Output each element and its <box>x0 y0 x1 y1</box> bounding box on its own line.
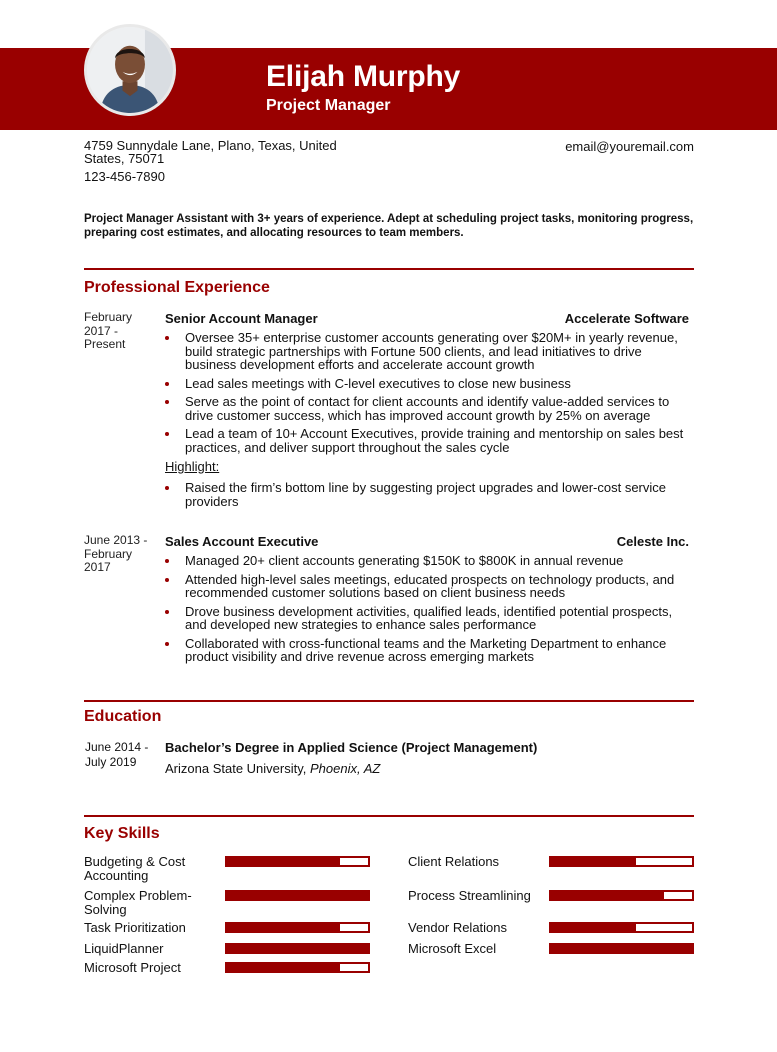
section-title-education: Education <box>84 708 162 725</box>
job-body <box>165 534 689 669</box>
skill-name: Task Prioritization <box>84 920 186 935</box>
professional-summary: Project Manager Assistant with 3+ years of experience. Adept at scheduling project tasks, monitoring progress, preparing cost estimates, and allocating resources to team members. <box>84 213 694 239</box>
job-date: February 2017 - Present <box>84 310 133 351</box>
section-title-skills: Key Skills <box>84 825 160 842</box>
bullet-item: Raised the firm’s bottom line by suggesting project upgrades and lower-cost service providers <box>165 481 689 508</box>
job-body <box>165 311 689 513</box>
education-degree: Bachelor’s Degree in Applied Science (Project Management) <box>165 740 538 755</box>
section-title-experience: Professional Experience <box>84 279 270 296</box>
skill-item <box>84 961 374 991</box>
address: 4759 Sunnydale Lane, Plano, Texas, United States, 75071 <box>84 138 337 166</box>
bullet-item: Lead a team of 10+ Account Executives, provide training and mentorship on sales best practices, and deliver support throughout the sales cycle <box>165 427 689 454</box>
skill-level-bar <box>549 943 694 954</box>
education-date: June 2014 - July 2019 <box>85 740 149 769</box>
bullet-item: Oversee 35+ enterprise customer accounts generating over $20M+ in yearly revenue, build strategic partnerships with Fortune 500 clients, and lead initiatives to drive business development efforts and accelerate account growth <box>165 331 689 372</box>
job-role: Sales Account Executive <box>165 534 319 549</box>
skill-level-fill <box>551 924 636 931</box>
job-entry <box>84 534 694 684</box>
skill-name: Complex Problem-Solving <box>84 888 192 917</box>
email-address[interactable]: email@youremail.com <box>565 139 694 154</box>
skill-level-bar <box>225 943 370 954</box>
candidate-title: Project Manager <box>266 97 391 114</box>
skill-level-fill <box>551 892 664 899</box>
skill-level-fill <box>551 945 692 952</box>
skill-name: Budgeting & Cost Accounting <box>84 854 186 883</box>
job-role: Senior Account Manager <box>165 311 318 326</box>
education-school <box>165 761 380 776</box>
job-bullets <box>165 331 689 454</box>
skill-level-fill <box>227 858 340 865</box>
skill-item <box>84 855 374 885</box>
job-header <box>165 311 689 327</box>
skill-name: Process Streamlining <box>408 888 531 903</box>
skill-level-fill <box>227 964 340 971</box>
skill-level-fill <box>551 858 636 865</box>
skill-level-bar <box>225 890 370 901</box>
job-entry <box>84 311 694 521</box>
skill-name: Client Relations <box>408 854 500 869</box>
bullet-item: Drove business development activities, qualified leads, identified potential prospects, and developed new strategies to enhance sales performance <box>165 605 689 632</box>
candidate-name: Elijah Murphy <box>266 60 461 93</box>
section-divider <box>84 268 694 270</box>
school-location: Phoenix, AZ <box>310 761 381 776</box>
job-date: June 2013 - February 2017 <box>84 533 148 574</box>
bullet-item: Collaborated with cross-functional teams and the Marketing Department to enhance product visibility and drive revenue across emerging markets <box>165 637 689 664</box>
highlight-label: Highlight: <box>165 459 220 474</box>
bullet-item: Attended high-level sales meetings, educated prospects on technology products, and recommended customer solutions based on client business needs <box>165 573 689 600</box>
school-name: Arizona State University, <box>165 761 307 776</box>
skill-level-bar <box>549 890 694 901</box>
skill-level-fill <box>227 945 368 952</box>
job-header <box>165 534 689 550</box>
skill-level-bar <box>549 922 694 933</box>
section-divider <box>84 700 694 702</box>
skill-level-bar <box>225 962 370 973</box>
skill-name: LiquidPlanner <box>84 941 164 956</box>
skill-level-fill <box>227 892 368 899</box>
skill-item <box>408 942 698 972</box>
highlight-bullets <box>165 481 689 508</box>
job-company: Celeste Inc. <box>616 534 689 549</box>
bullet-item: Lead sales meetings with C-level executives to close new business <box>165 377 689 391</box>
section-divider <box>84 815 694 817</box>
skill-name: Microsoft Project <box>84 960 181 975</box>
skill-level-bar <box>225 922 370 933</box>
phone-number: 123-456-7890 <box>84 169 165 184</box>
skill-level-bar <box>225 856 370 867</box>
profile-photo <box>84 24 176 116</box>
job-bullets <box>165 554 689 664</box>
skill-level-bar <box>549 856 694 867</box>
person-avatar-icon <box>87 27 173 113</box>
job-company: Accelerate Software <box>564 311 689 326</box>
skill-item <box>84 889 374 919</box>
skill-name: Vendor Relations <box>408 920 508 935</box>
bullet-item: Managed 20+ client accounts generating $150K to $800K in annual revenue <box>165 554 689 568</box>
skill-level-fill <box>227 924 340 931</box>
skill-name: Microsoft Excel <box>408 941 497 956</box>
bullet-item: Serve as the point of contact for client accounts and identify value-added services to drive customer success, which has improved account growth by 25% on average <box>165 395 689 422</box>
skill-item <box>408 889 698 919</box>
skill-item <box>408 855 698 885</box>
